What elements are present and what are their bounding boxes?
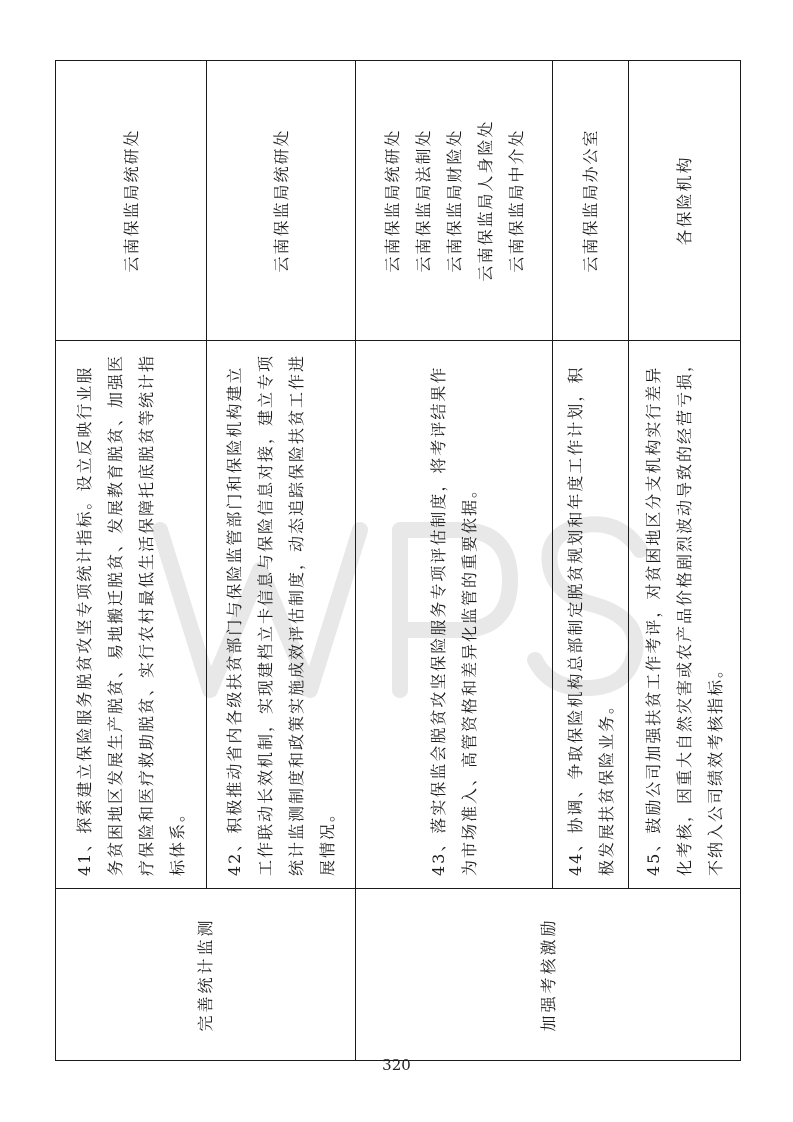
department-cell bbox=[629, 61, 741, 341]
department-name: 云南保监局中介处 bbox=[506, 128, 526, 273]
department-name: 云南保监局法制处 bbox=[413, 128, 433, 273]
table-row bbox=[56, 61, 207, 1061]
poverty-alleviation-insurance-table bbox=[55, 60, 741, 1061]
department-name: 云南保监局统研处 bbox=[121, 128, 141, 273]
action-cell: 42、积极推动省内各级扶贫部门与保险监管部门和保险机构建立工作联动长效机制，实现建档立卡信息与保险信息对接，建立专项统计监测制度和政策实施成效评估制度，动态追踪保险扶贫工作进展情况。 bbox=[207, 341, 356, 889]
action-cell: 43、落实保监会脱贫攻坚保险服务专项评估制度，将考评结果作为市场准入、高管资格和差异化监管的重要依据。 bbox=[356, 341, 553, 889]
table-row bbox=[356, 61, 553, 1061]
category-cell: 加强考核激励 bbox=[356, 889, 741, 1061]
department-name: 云南保监局统研处 bbox=[382, 128, 402, 273]
page-number: 320 bbox=[382, 1056, 411, 1074]
department-name: 各保险机构 bbox=[675, 155, 694, 246]
department-cell bbox=[207, 61, 356, 341]
action-cell: 44、协调、争取保险机构总部制定脱贫规划和年度工作计划，积极发展扶贫保险业务。 bbox=[553, 341, 629, 889]
category-cell: 完善统计监测 bbox=[56, 889, 356, 1061]
department-name: 云南保监局财险处 bbox=[444, 128, 464, 273]
department-name: 云南保监局统研处 bbox=[271, 128, 291, 273]
department-name: 云南保监局办公室 bbox=[581, 128, 600, 273]
action-cell: 41、探索建立保险服务脱贫攻坚专项统计指标。设立反映行业服务贫困地区发展生产脱贫、易地搬迁脱贫、发展教育脱贫、加强医疗保险和医疗救助脱贫、实行农村最低生活保障托底脱贫等统计指标体系。 bbox=[56, 341, 207, 889]
department-cell bbox=[553, 61, 629, 341]
department-name: 云南保监局人身险处 bbox=[475, 119, 495, 282]
department-cell bbox=[56, 61, 207, 341]
action-cell: 45、鼓励公司加强扶贫工作考评，对贫困地区分支机构实行差异化考核，因重大自然灾害或农产品价格剧烈波动导致的经营亏损，不纳入公司绩效考核指标。 bbox=[629, 341, 741, 889]
rotated-table-container bbox=[55, 61, 740, 1061]
department-cell bbox=[356, 61, 553, 341]
